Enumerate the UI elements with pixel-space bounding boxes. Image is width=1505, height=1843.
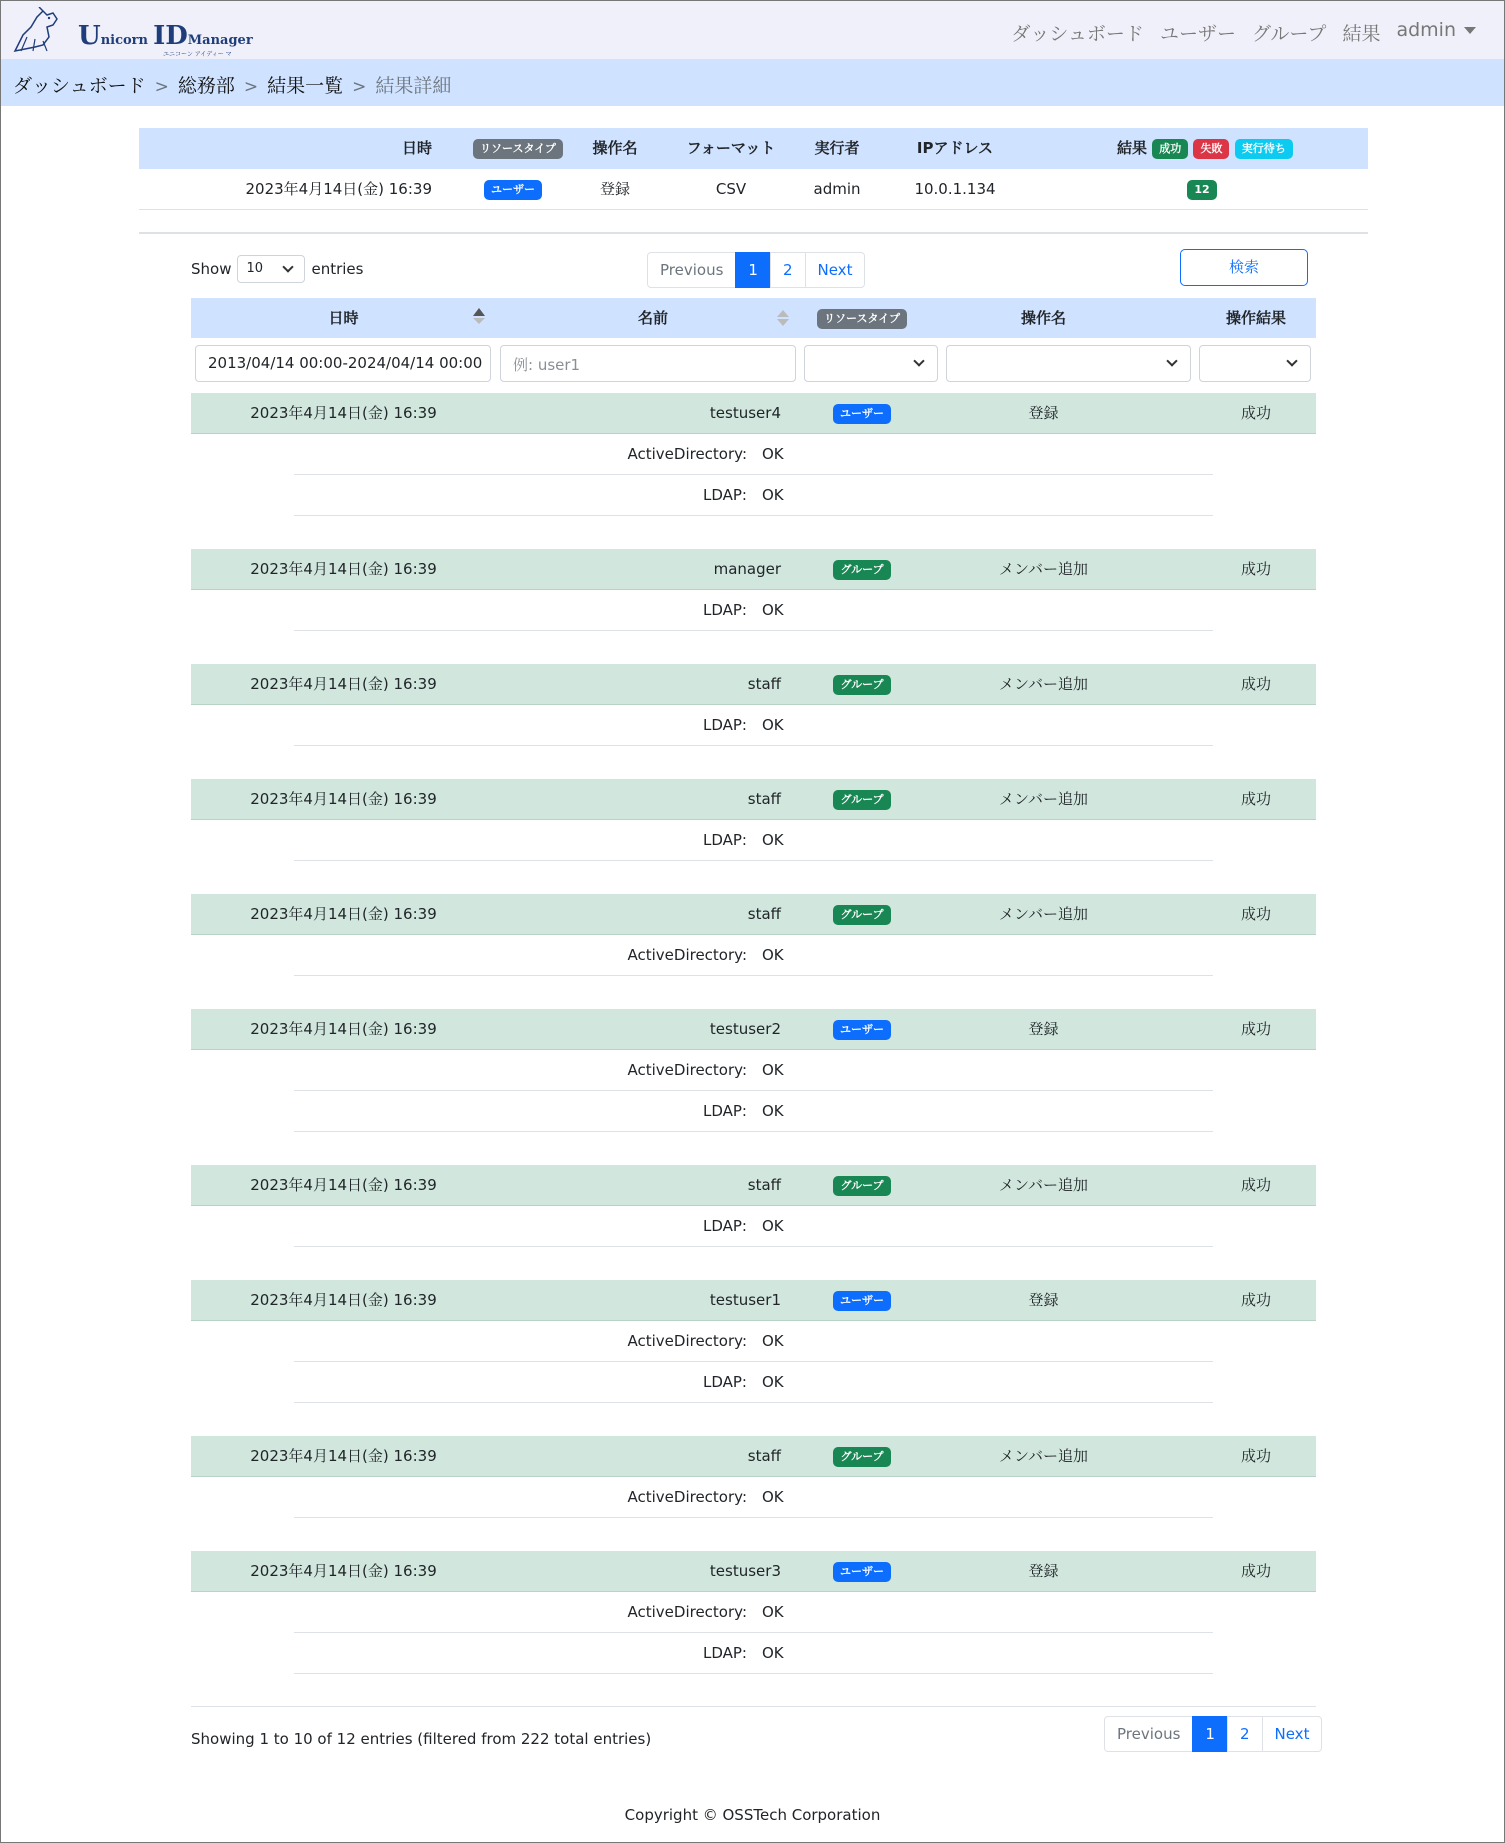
result-group <box>191 1436 1316 1518</box>
header-datetime[interactable]: 日時 <box>328 309 359 327</box>
summary-header-executor: 実行者 <box>814 139 860 157</box>
row-operation: メンバー追加 <box>999 1447 1088 1465</box>
detail-value: OK <box>762 445 784 463</box>
row-datetime: 2023年4月14日(金) 16:39 <box>250 560 437 578</box>
badge-fail: 失敗 <box>1193 139 1229 159</box>
row-datetime: 2023年4月14日(金) 16:39 <box>250 1176 437 1194</box>
detail-value: OK <box>762 1373 784 1391</box>
results-table <box>191 298 1316 393</box>
row-resource-type: グループ <box>807 549 917 590</box>
result-group <box>191 1009 1316 1132</box>
detail-value: OK <box>762 1644 784 1662</box>
detail-value: OK <box>762 716 784 734</box>
row-result: 成功 <box>1240 1020 1271 1038</box>
row-result: 成功 <box>1240 1562 1271 1580</box>
summary-divider <box>139 232 1368 234</box>
header-result: 操作結果 <box>1225 309 1286 327</box>
row-resource-type: グループ <box>807 1436 917 1477</box>
breadcrumb-separator: > <box>243 77 259 97</box>
pagination-page-1[interactable]: 1 <box>1192 1716 1228 1752</box>
breadcrumb-separator: > <box>154 77 169 97</box>
detail-row <box>294 590 1213 631</box>
nav-link-users[interactable]: ユーザー <box>1159 23 1236 45</box>
result-group <box>191 1551 1316 1674</box>
showing-entries-info: Showing 1 to 10 of 12 entries (filtered from 222 total entries) <box>191 1730 652 1748</box>
detail-key: LDAP: <box>702 1373 747 1391</box>
detail-key: ActiveDirectory: <box>627 1488 747 1506</box>
detail-key: LDAP: <box>702 1644 747 1662</box>
chevron-down-icon <box>283 261 294 272</box>
name-filter-input[interactable]: 例: user1 <box>500 345 796 382</box>
row-datetime: 2023年4月14日(金) 16:39 <box>250 790 437 808</box>
date-range-filter[interactable]: 2013/04/14 00:00-2024/04/14 00:00 <box>195 345 491 382</box>
summary-header-format: フォーマット <box>686 139 776 157</box>
pagination-bottom <box>1105 1716 1322 1752</box>
row-resource-type: グループ <box>807 664 917 705</box>
user-menu[interactable]: admin <box>1396 19 1476 46</box>
row-name: staff <box>747 675 781 693</box>
pagination-previous[interactable]: Previous <box>647 252 736 288</box>
header-resource-type: リソースタイプ <box>807 298 917 338</box>
detail-row <box>294 1362 1213 1403</box>
entries-select[interactable]: 10 <box>237 255 305 283</box>
detail-value: OK <box>762 601 784 619</box>
row-name: testuser3 <box>709 1562 781 1580</box>
table-row[interactable] <box>191 1436 1316 1477</box>
summary-row <box>139 169 1368 210</box>
row-operation: 登録 <box>1028 1291 1059 1309</box>
summary-header-operation: 操作名 <box>592 139 638 157</box>
detail-value: OK <box>762 1217 784 1235</box>
row-operation: 登録 <box>1028 1562 1059 1580</box>
detail-value: OK <box>762 831 784 849</box>
summary-datetime: 2023年4月14日(金) 16:39 <box>245 180 432 198</box>
breadcrumb-result-list[interactable]: 結果一覧 <box>267 75 344 97</box>
detail-value: OK <box>762 1603 784 1621</box>
row-result: 成功 <box>1240 1176 1271 1194</box>
row-resource-type: グループ <box>807 779 917 820</box>
detail-row <box>294 434 1213 475</box>
row-result: 成功 <box>1240 404 1271 422</box>
summary-executor: admin <box>813 180 861 198</box>
row-datetime: 2023年4月14日(金) 16:39 <box>250 675 437 693</box>
pagination-page-1[interactable]: 1 <box>735 252 771 288</box>
search-button[interactable]: 検索 <box>1180 249 1308 286</box>
show-entries: Show 10 entries <box>191 255 363 283</box>
chevron-down-icon <box>1286 355 1297 366</box>
table-row[interactable] <box>191 393 1316 434</box>
row-datetime: 2023年4月14日(金) 16:39 <box>250 404 437 422</box>
row-name: staff <box>747 1447 781 1465</box>
detail-key: ActiveDirectory: <box>627 1332 747 1350</box>
row-resource-type: ユーザー <box>807 1551 917 1592</box>
row-operation: メンバー追加 <box>999 790 1088 808</box>
table-row[interactable] <box>191 1551 1316 1592</box>
detail-row <box>294 1477 1213 1518</box>
resource-type-filter[interactable] <box>804 345 938 382</box>
row-resource-type: グループ <box>807 894 917 935</box>
breadcrumb-separator: > <box>352 77 367 97</box>
row-name: staff <box>747 905 781 923</box>
pagination-previous[interactable]: Previous <box>1104 1716 1193 1752</box>
row-name: staff <box>747 790 781 808</box>
results-header-row <box>191 298 1316 338</box>
header-operation: 操作名 <box>1020 309 1066 327</box>
table-row[interactable] <box>191 1009 1316 1050</box>
pagination-next[interactable]: Next <box>1262 1716 1323 1752</box>
row-datetime: 2023年4月14日(金) 16:39 <box>250 1291 437 1309</box>
result-group <box>191 894 1316 976</box>
detail-value: OK <box>762 1332 784 1350</box>
sort-asc-icon <box>777 310 789 317</box>
result-group <box>191 779 1316 861</box>
row-datetime: 2023年4月14日(金) 16:39 <box>250 905 437 923</box>
detail-row <box>294 935 1213 976</box>
detail-value: OK <box>762 486 784 504</box>
row-name: manager <box>713 560 781 578</box>
sort-desc-icon <box>777 319 789 326</box>
summary-header-row <box>139 128 1368 169</box>
row-operation: メンバー追加 <box>999 905 1088 923</box>
table-row[interactable] <box>191 549 1316 590</box>
nav-link-results[interactable]: 結果 <box>1342 23 1381 45</box>
result-filter[interactable] <box>1199 345 1311 382</box>
detail-key: ActiveDirectory: <box>627 1603 747 1621</box>
breadcrumb-department[interactable]: 総務部 <box>177 75 235 97</box>
detail-key: ActiveDirectory: <box>627 946 747 964</box>
detail-row <box>294 1592 1213 1633</box>
summary-table <box>139 128 1368 210</box>
breadcrumb-dashboard[interactable]: ダッシュボード <box>13 75 146 97</box>
row-operation: 登録 <box>1028 1020 1059 1038</box>
summary-success-count: 12 <box>1187 169 1217 210</box>
unicorn-logo-icon <box>13 7 73 53</box>
pagination-page-2[interactable]: 2 <box>1227 1716 1263 1752</box>
row-name: staff <box>747 1176 781 1194</box>
header-name[interactable]: 名前 <box>637 309 668 327</box>
result-group <box>191 1280 1316 1403</box>
detail-row <box>294 1321 1213 1362</box>
row-name: testuser1 <box>709 1291 781 1309</box>
row-result: 成功 <box>1240 790 1271 808</box>
breadcrumb <box>1 59 1504 106</box>
summary-ip: 10.0.1.134 <box>914 180 996 198</box>
table-row[interactable] <box>191 1280 1316 1321</box>
detail-value: OK <box>762 1061 784 1079</box>
result-group <box>191 549 1316 631</box>
breadcrumb-current: 結果詳細 <box>375 75 452 97</box>
filter-row <box>191 338 1316 393</box>
badge-pending: 実行待ち <box>1235 139 1293 159</box>
row-name: testuser2 <box>709 1020 781 1038</box>
summary-header-datetime: 日時 <box>401 139 432 157</box>
pagination-next[interactable]: Next <box>805 252 866 288</box>
row-result: 成功 <box>1240 675 1271 693</box>
row-resource-type: ユーザー <box>807 1009 917 1050</box>
row-resource-type: ユーザー <box>807 393 917 434</box>
caret-down-icon <box>1464 27 1476 34</box>
pagination-page-2[interactable]: 2 <box>770 252 806 288</box>
top-navbar <box>1 1 1504 59</box>
nav-links <box>1011 19 1476 46</box>
detail-key: LDAP: <box>702 1102 747 1120</box>
detail-key: LDAP: <box>702 1217 747 1235</box>
row-result: 成功 <box>1240 1447 1271 1465</box>
detail-row <box>294 1091 1213 1132</box>
table-footer-divider <box>191 1706 1316 1707</box>
detail-row <box>294 1633 1213 1674</box>
chevron-down-icon <box>1166 355 1177 366</box>
detail-value: OK <box>762 1488 784 1506</box>
logo-wordmark: Unicorn IDManager <box>78 21 253 51</box>
row-datetime: 2023年4月14日(金) 16:39 <box>250 1447 437 1465</box>
row-name: testuser4 <box>709 404 781 422</box>
detail-value: OK <box>762 946 784 964</box>
sort-desc-icon <box>473 318 485 324</box>
row-result: 成功 <box>1240 1291 1271 1309</box>
row-operation: メンバー追加 <box>999 560 1088 578</box>
detail-row <box>294 820 1213 861</box>
summary-resource-type: ユーザー <box>473 169 553 210</box>
app-logo[interactable] <box>13 7 253 58</box>
row-result: 成功 <box>1240 905 1271 923</box>
row-datetime: 2023年4月14日(金) 16:39 <box>250 1020 437 1038</box>
detail-row <box>294 1050 1213 1091</box>
nav-link-groups[interactable]: グループ <box>1251 23 1327 45</box>
pagination-top <box>648 252 865 288</box>
table-row[interactable] <box>191 664 1316 705</box>
summary-operation: 登録 <box>599 180 630 198</box>
logo-subtitle: ユニコーン アイディー マ <box>163 51 232 58</box>
row-operation: メンバー追加 <box>999 1176 1088 1194</box>
result-group <box>191 1165 1316 1247</box>
result-group <box>191 664 1316 746</box>
summary-header-resource-type: リソースタイプ <box>473 128 553 169</box>
detail-key: ActiveDirectory: <box>627 445 747 463</box>
row-datetime: 2023年4月14日(金) 16:39 <box>250 1562 437 1580</box>
table-row[interactable] <box>191 1165 1316 1206</box>
table-row[interactable] <box>191 894 1316 935</box>
row-resource-type: ユーザー <box>807 1280 917 1321</box>
table-row[interactable] <box>191 779 1316 820</box>
sort-asc-icon <box>473 308 485 316</box>
detail-row <box>294 475 1213 516</box>
detail-key: LDAP: <box>702 601 747 619</box>
summary-header-ip: IPアドレス <box>916 139 994 157</box>
result-group <box>191 393 1316 516</box>
detail-row <box>294 705 1213 746</box>
detail-key: ActiveDirectory: <box>627 1061 747 1079</box>
detail-row <box>294 1206 1213 1247</box>
detail-key: LDAP: <box>702 716 747 734</box>
detail-value: OK <box>762 1102 784 1120</box>
operation-filter[interactable] <box>946 345 1191 382</box>
detail-key: LDAP: <box>702 831 747 849</box>
summary-format: CSV <box>715 180 747 198</box>
row-operation: メンバー追加 <box>999 675 1088 693</box>
copyright: Copyright © OSSTech Corporation <box>624 1806 881 1824</box>
summary-header-result: 結果 成功 失敗 実行待ち <box>1117 128 1293 169</box>
row-resource-type: グループ <box>807 1165 917 1206</box>
nav-link-dashboard[interactable]: ダッシュボード <box>1011 23 1144 45</box>
row-operation: 登録 <box>1028 404 1059 422</box>
row-result: 成功 <box>1240 560 1271 578</box>
badge-success: 成功 <box>1152 139 1188 159</box>
detail-key: LDAP: <box>702 486 747 504</box>
chevron-down-icon <box>913 355 924 366</box>
